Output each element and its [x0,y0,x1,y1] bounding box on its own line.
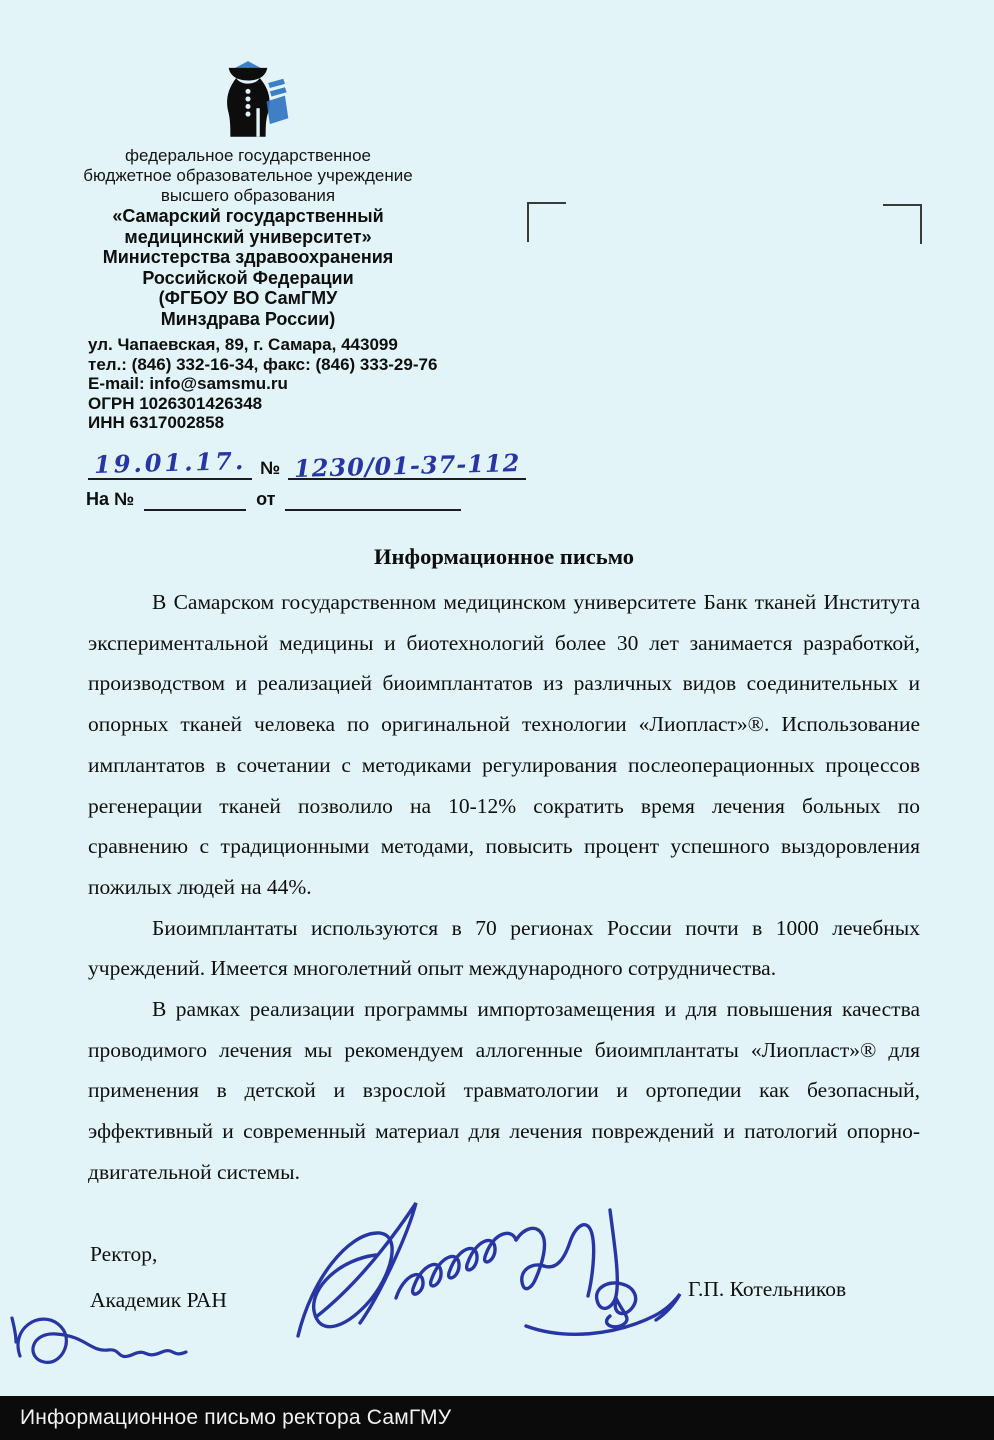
org-name-line: «Самарский государственный [112,206,384,226]
secondary-ink-scribble [2,1298,217,1393]
signer-role-line: Ректор, [90,1242,158,1266]
org-type-line: федеральное государственное [125,146,371,165]
reply-date-label: от [256,489,276,510]
reply-number-underline [144,487,246,511]
letter-title: Информационное письмо [374,544,634,569]
letter-body [88,582,920,1193]
org-name-line: (ФГБОУ ВО СамГМУ [158,288,338,308]
caption-bar [0,1396,994,1440]
org-name-line: медицинский университет» [124,226,372,247]
emblem-bowl-content [234,61,263,69]
address-zone-corner-right [883,204,922,244]
handwritten-number: 1230/01-37-112 [293,448,521,483]
ogrn-line: ОГРН 1026301426348 [88,393,263,413]
contact-block [88,335,528,433]
letter-paragraph: Биоимплантаты используются в 70 регионах России почти в 1000 лечебных учреждений. Имеется многолетний опыт международного сотрудничества. [88,915,920,981]
emblem-dot [245,104,250,109]
reply-number-label: На № [86,489,135,510]
rector-signature [280,1190,720,1350]
email-line: E-mail: info@samsmu.ru [88,374,288,393]
reference-line [88,442,526,483]
date-underline [88,442,252,480]
org-type-line: высшего образования [160,186,336,205]
caption-text: Информационное письмо ректора СамГМУ [20,1406,452,1429]
address-line: ул. Чапаевская, 89, г. Самара, 443099 [88,335,398,354]
emblem-dot [245,89,250,94]
emblem-flag-field [266,96,288,125]
emblem-flag-stripe [268,79,285,88]
inn-line: ИНН 6317002858 [88,413,225,432]
emblem-dot [245,96,250,101]
emblem-gap [256,108,259,137]
org-type-line: бюджетное образовательное учреждение [83,166,413,185]
letter-paragraph: В рамках реализации программы импортозамещения и для повышения качества проводимого лечения мы рекомендуем аллогенные биоимплантаты «Лиопласт»® для применения в детской и взрослой травматологии и ортопедии как безопасный, эффективный и современный материал для лечения повреждений и патологий опорно-двигательной системы. [88,997,920,1184]
letterhead-org-block [28,146,468,329]
org-name-line: Российской Федерации [142,267,354,288]
number-sign-label: № [260,458,281,479]
org-name-line: Минздрава России) [160,308,336,329]
phone-fax-line: тел.: (846) 332-16-34, факс: (846) 333-29-76 [88,354,438,374]
emblem-dot [245,112,250,117]
signer-role-line: Академик РАН [90,1288,227,1312]
emblem-flag-stripe [270,87,287,96]
org-name-line: Министерства здравоохранения [102,247,394,267]
letter-paragraph: В Самарском государственном медицинском университете Банк тканей Института экспериментальной медицины и биотехнологий более 30 лет занимается разработкой, производством и реализацией биоимплантатов из различных видов соединительных и опорных тканей человека по оригинальной технологии «Лиопласт»®. Использование имплантатов в сочетании с методиками регулирования послеоперационных процессов регенерации тканей позволило на 10-12% сократить время лечения больных по сравнению с традиционными методами, повысить процент успешного выздоровления пожилых людей на 44%. [88,590,920,899]
emblem-bowl [229,68,268,81]
number-underline [288,442,526,483]
signer-name: Г.П. Котельников [688,1277,847,1301]
address-zone-corner-left [527,202,566,242]
reply-reference-line [86,487,461,511]
handwritten-date: 19.01.17. [93,446,247,479]
university-emblem [206,56,290,152]
reply-date-underline [285,487,461,511]
